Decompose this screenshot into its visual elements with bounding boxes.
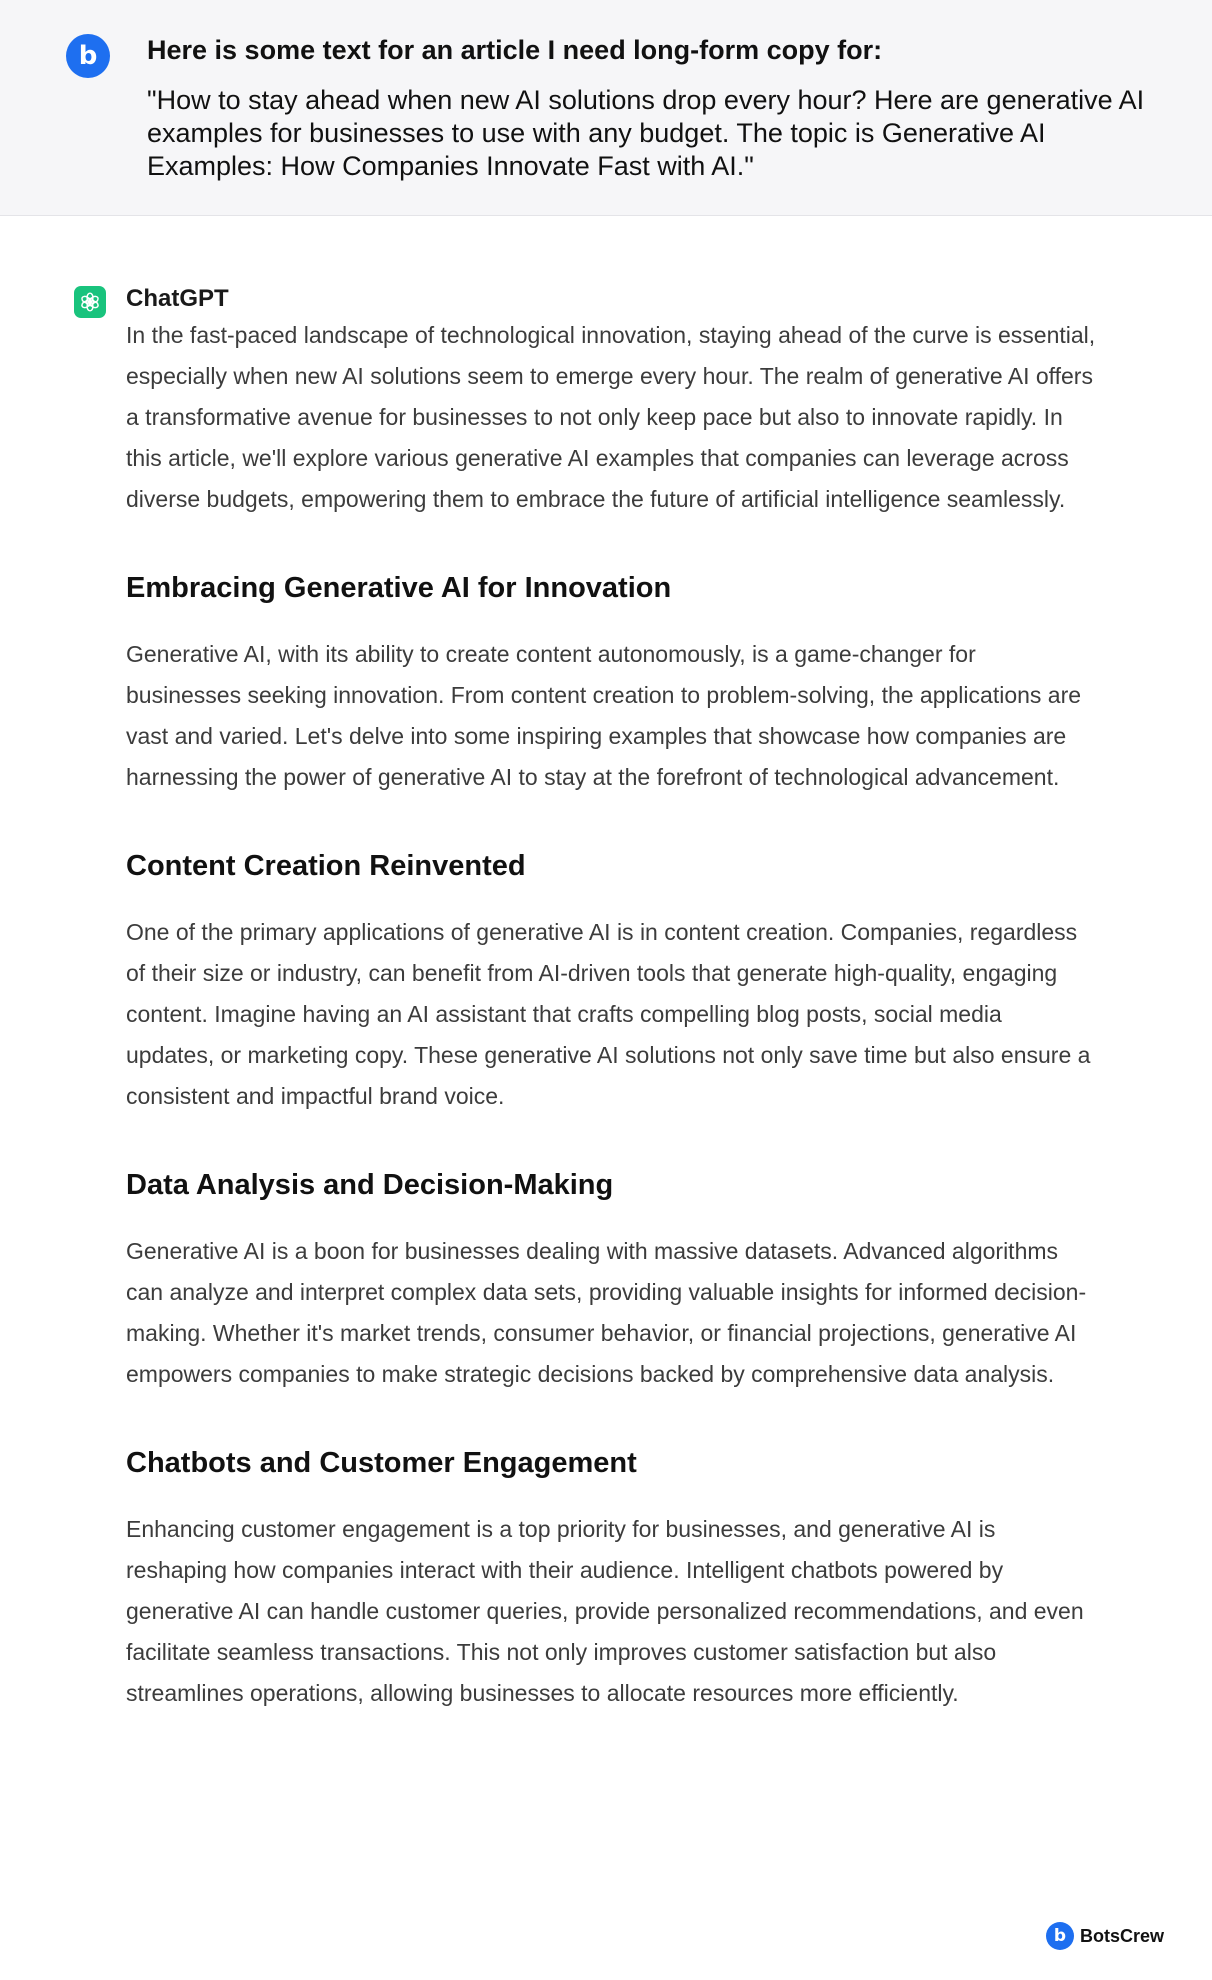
- section: [126, 570, 1096, 798]
- assistant-name: ChatGPT: [126, 285, 229, 312]
- section-heading: Data Analysis and Decision-Making: [126, 1169, 614, 1201]
- section-body: Enhancing customer engagement is a top priority for businesses, and generative AI is reshaping how companies interact with their audience. Intelligent chatbots powered by generative AI can handle customer queries, provide personalized recommendations, and even facilitate seamless transactions. This not only improves customer satisfaction but also streamlines operations, allowing businesses to allocate resources more efficiently.: [126, 1516, 1084, 1706]
- section: [126, 1167, 1096, 1395]
- user-message-heading: Here is some text for an article I need long-form copy for:: [147, 35, 883, 65]
- section: [126, 848, 1096, 1117]
- assistant-response: [126, 315, 1096, 1764]
- section-heading: Embracing Generative AI for Innovation: [126, 572, 672, 604]
- botscrew-logo-icon: b: [1046, 1922, 1074, 1950]
- user-message-body: "How to stay ahead when new AI solutions drop every hour? Here are generative AI examples for businesses to use with any budget. The topic is Generative AI Examples: How Companies Innovate Fast with AI.": [147, 85, 1145, 181]
- user-avatar: b: [66, 34, 110, 78]
- section-heading: Chatbots and Customer Engagement: [126, 1447, 637, 1479]
- user-message: [0, 0, 1212, 216]
- section-heading: Content Creation Reinvented: [126, 850, 526, 882]
- openai-flower-icon: [79, 291, 101, 313]
- section-body: One of the primary applications of generative AI is in content creation. Companies, regardless of their size or industry, can benefit from AI-driven tools that generate high-quality, engaging content. Imagine having an AI assistant that crafts compelling blog posts, social media updates, or marketing copy. These generative AI solutions not only save time but also ensure a consistent and impactful brand voice.: [126, 919, 1091, 1109]
- section-body: Generative AI is a boon for businesses dealing with massive datasets. Advanced algorithms can analyze and interpret complex data sets, providing valuable insights for informed decision-making. Whether it's market trends, consumer behavior, or financial projections, generative AI empowers companies to make strategic decisions backed by comprehensive data analysis.: [126, 1238, 1087, 1387]
- intro-paragraph: In the fast-paced landscape of technological innovation, staying ahead of the curve is essential, especially when new AI solutions seem to emerge every hour. The realm of generative AI offers a transformative avenue for businesses to not only keep pace but also to innovate rapidly. In this article, we'll explore various generative AI examples that companies can leverage across diverse budgets, empowering them to embrace the future of artificial intelligence seamlessly.: [126, 322, 1096, 512]
- section: [126, 1445, 1096, 1714]
- brand-watermark: [1046, 1922, 1164, 1950]
- brand-name: BotsCrew: [1079, 1925, 1164, 1946]
- chatgpt-logo-icon: [74, 286, 106, 318]
- section-body: Generative AI, with its ability to create content autonomously, is a game-changer for businesses seeking innovation. From content creation to problem-solving, the applications are vast and varied. Let's delve into some inspiring examples that showcase how companies are harnessing the power of generative AI to stay at the forefront of technological advancement.: [126, 641, 1082, 790]
